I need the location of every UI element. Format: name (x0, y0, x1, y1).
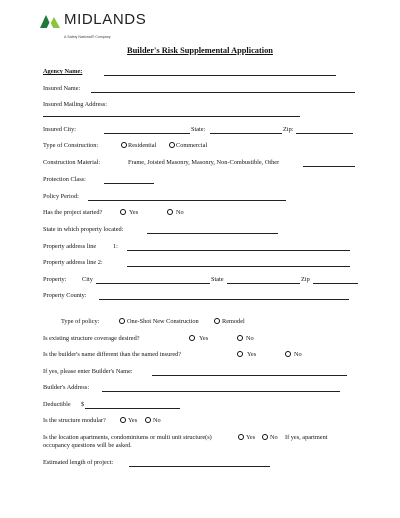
protection-class-field[interactable] (104, 183, 154, 184)
type-of-policy-label: Type of policy: (61, 318, 100, 325)
remodel-option-label: Remodel (222, 318, 245, 325)
builder-name-field[interactable] (152, 375, 347, 376)
property-zip-field[interactable] (313, 283, 358, 284)
modular-no-label: No (153, 417, 161, 424)
project-started-yes-radio[interactable] (120, 209, 126, 215)
builder-different-yes-radio[interactable] (237, 351, 243, 357)
property-label: Property: (43, 276, 67, 283)
project-started-label: Has the project started? (43, 209, 103, 216)
form-title: Builder's Risk Supplemental Application (127, 46, 273, 55)
existing-coverage-yes-label: Yes (199, 335, 209, 342)
residential-option-label: Residential (128, 142, 157, 149)
construction-material-other-field[interactable] (303, 166, 355, 167)
location-apartments-label: Is the location apartments, condominiums or multi unit structure(s) (43, 434, 212, 441)
one-shot-radio[interactable] (119, 318, 125, 324)
apartments-yes-radio[interactable] (238, 434, 244, 440)
address-line-2-label: Property address line 2: (43, 259, 103, 266)
property-city-field[interactable] (96, 283, 210, 284)
address-line-1-number: 1: (113, 243, 118, 250)
builder-address-label: Builder's Address: (43, 384, 90, 391)
insured-city-field[interactable] (104, 133, 190, 134)
construction-material-label: Construction Material: (43, 159, 101, 166)
existing-coverage-no-label: No (246, 335, 254, 342)
type-of-construction-label: Type of Construction: (43, 142, 99, 149)
state-located-label: State in which property located: (43, 226, 124, 233)
existing-coverage-no-radio[interactable] (237, 335, 243, 341)
property-county-label: Property County: (43, 292, 87, 299)
property-city-label: City (82, 276, 93, 283)
agency-name-field[interactable] (104, 75, 336, 76)
insured-mailing-address-field[interactable] (43, 116, 300, 117)
construction-material-options: Frame, Joisted Masonry, Masonry, Non-Combustible, Other (128, 159, 280, 166)
existing-coverage-yes-radio[interactable] (189, 335, 195, 341)
insured-zip-field[interactable] (296, 133, 353, 134)
deductible-field[interactable] (85, 408, 180, 409)
property-state-label: State (211, 276, 224, 283)
project-started-yes-label: Yes (129, 209, 139, 216)
insured-city-label: Insured City: (43, 126, 77, 133)
deductible-label: Deductible (43, 401, 71, 408)
address-line-1-field[interactable] (127, 250, 350, 251)
commercial-radio[interactable] (169, 142, 175, 148)
apartments-yes-label: Yes (246, 434, 256, 441)
project-started-no-radio[interactable] (167, 209, 173, 215)
insured-state-label: State: (191, 126, 206, 133)
builder-different-yes-label: Yes (247, 351, 257, 358)
modular-yes-radio[interactable] (120, 417, 126, 423)
occupancy-questions-note: occupancy questions will be asked. (43, 442, 132, 449)
apartments-no-radio[interactable] (262, 434, 268, 440)
builder-name-label: If yes, please enter Builder's Name: (43, 368, 133, 375)
apartments-no-label: No (270, 434, 278, 441)
modular-label: Is the structure modular? (43, 417, 106, 424)
insured-state-field[interactable] (210, 133, 282, 134)
protection-class-label: Protection Class: (43, 176, 86, 183)
address-line-1-label: Property address line (43, 243, 97, 250)
midlands-logo-mark-icon (40, 13, 62, 29)
state-located-field[interactable] (147, 233, 278, 234)
builder-different-no-label: No (294, 351, 302, 358)
property-county-field[interactable] (99, 299, 349, 300)
commercial-option-label: Commercial (176, 142, 208, 149)
insured-mailing-address-label: Insured Mailing Address: (43, 101, 108, 108)
company-logo-text: MIDLANDS (64, 11, 147, 28)
address-line-2-field[interactable] (127, 266, 350, 267)
deductible-currency: $ (81, 401, 85, 408)
property-state-field[interactable] (227, 283, 300, 284)
builder-name-different-label: Is the builder's name different than the named insured? (43, 351, 182, 358)
if-yes-apartment-note: If yes, apartment (285, 434, 328, 441)
estimated-length-field[interactable] (129, 466, 270, 467)
estimated-length-label: Estimated length of project: (43, 459, 114, 466)
agency-name-label: Agency Name: (43, 68, 83, 75)
insured-name-label: Insured Name: (43, 85, 81, 92)
remodel-radio[interactable] (214, 318, 220, 324)
existing-coverage-label: Is existing structure coverage desired? (43, 335, 140, 342)
policy-period-field[interactable] (88, 200, 286, 201)
one-shot-option-label: One-Shot New Construction (127, 318, 199, 325)
company-tagline: A Safety National® Company (64, 35, 111, 39)
policy-period-label: Policy Period: (43, 193, 79, 200)
modular-no-radio[interactable] (145, 417, 151, 423)
property-zip-label: Zip (301, 276, 310, 283)
insured-name-field[interactable] (91, 92, 355, 93)
insured-zip-label: Zip: (283, 126, 294, 133)
builder-address-field[interactable] (102, 391, 340, 392)
residential-radio[interactable] (121, 142, 127, 148)
project-started-no-label: No (176, 209, 184, 216)
modular-yes-label: Yes (128, 417, 138, 424)
builder-different-no-radio[interactable] (285, 351, 291, 357)
